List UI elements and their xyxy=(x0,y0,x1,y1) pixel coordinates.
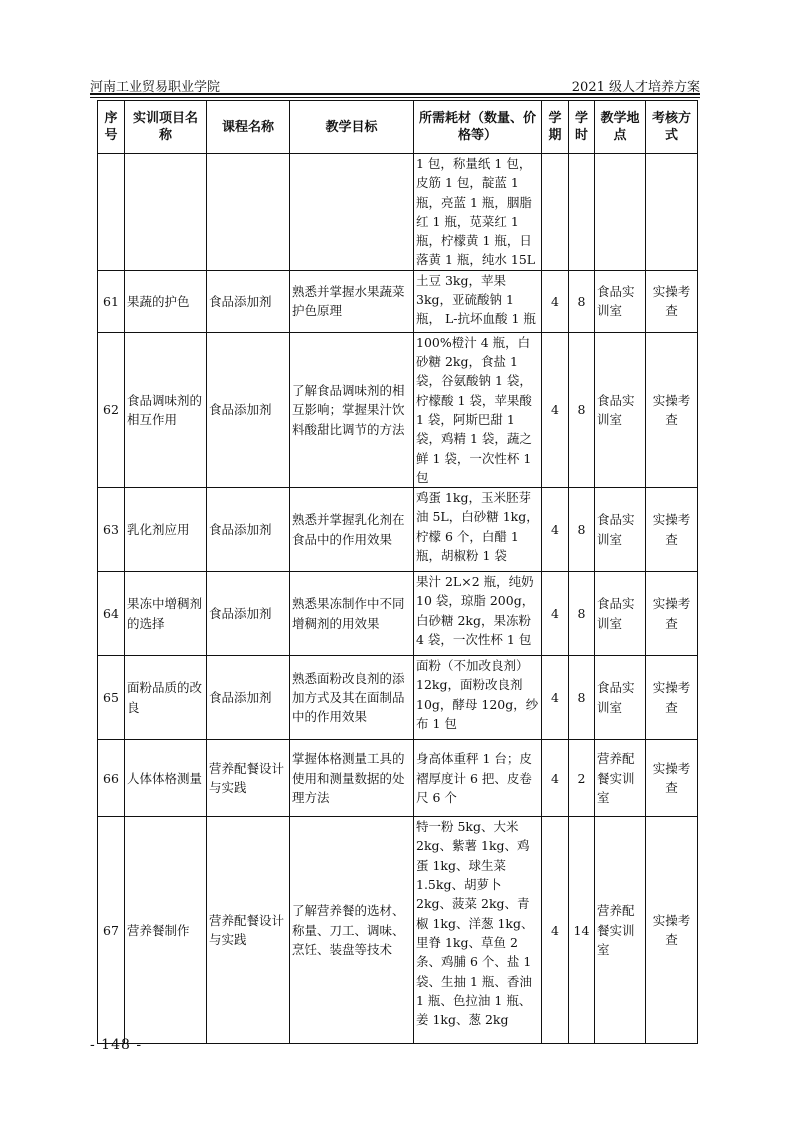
cell-project: 营养餐制作 xyxy=(125,817,207,1044)
cell-project xyxy=(125,154,207,271)
cell-materials: 鸡蛋 1kg，玉米胚芽油 5L，白砂糖 1kg，柠檬 6 个，白醋 1 瓶，胡椒粉 1 袋 xyxy=(414,488,542,572)
cell-assess: 实操考查 xyxy=(646,488,698,572)
cell-materials: 特一粉 5kg、大米 2kg、紫薯 1kg、鸡蛋 1kg、球生菜 1.5kg、胡萝卜 2kg、菠菜 2kg、青椒 1kg、洋葱 1kg、里脊 1kg、草鱼 2 条、鸡脯 6 个、盐 1 袋、生抽 1 瓶、香油 1 瓶、色拉油 1 瓶、姜 1kg、葱 2kg xyxy=(414,817,542,1044)
col-header-course: 课程名称 xyxy=(207,101,290,154)
cell-no: 62 xyxy=(98,332,125,487)
cell-hours: 8 xyxy=(569,656,595,740)
header-school-name: 河南工业贸易职业学院 xyxy=(90,80,221,95)
page-number: - 148 - xyxy=(90,1037,143,1053)
cell-term: 4 xyxy=(542,488,569,572)
table-row xyxy=(98,572,698,656)
cell-assess: 实操考查 xyxy=(646,817,698,1044)
cell-place xyxy=(595,154,646,271)
cell-place: 食品实训室 xyxy=(595,488,646,572)
cell-materials: 土豆 3kg，苹果 3kg，亚硫酸钠 1 瓶， L-抗坏血酸 1 瓶 xyxy=(414,270,542,332)
cell-materials: 果汁 2L×2 瓶，纯奶 10 袋，琼脂 200g，白砂糖 2kg，果冻粉 4 袋，一次性杯 1 包 xyxy=(414,572,542,656)
col-header-goal: 教学目标 xyxy=(290,101,414,154)
cell-assess: 实操考查 xyxy=(646,270,698,332)
col-header-project: 实训项目名称 xyxy=(125,101,207,154)
cell-assess: 实操考查 xyxy=(646,740,698,817)
cell-goal: 了解营养餐的选材、称量、刀工、调味、烹饪、装盘等技术 xyxy=(290,817,414,1044)
cell-hours: 8 xyxy=(569,488,595,572)
cell-hours: 8 xyxy=(569,332,595,487)
cell-assess: 实操考查 xyxy=(646,656,698,740)
cell-course: 营养配餐设计与实践 xyxy=(207,740,290,817)
cell-project: 面粉品质的改良 xyxy=(125,656,207,740)
table-header-row xyxy=(98,101,698,154)
cell-materials: 100%橙汁 4 瓶，白砂糖 2kg，食盐 1 袋，谷氨酸钠 1 袋，柠檬酸 1 袋，苹果酸 1 袋，阿斯巴甜 1 袋，鸡精 1 袋，蔬之鲜 1 袋，一次性杯 1 包 xyxy=(414,332,542,487)
cell-project: 果冻中增稠剂的选择 xyxy=(125,572,207,656)
cell-place: 食品实训室 xyxy=(595,270,646,332)
training-table xyxy=(97,100,698,1044)
table-row xyxy=(98,817,698,1044)
cell-course xyxy=(207,154,290,271)
cell-goal: 掌握体格测量工具的使用和测量数据的处理方法 xyxy=(290,740,414,817)
cell-no xyxy=(98,154,125,271)
cell-assess xyxy=(646,154,698,271)
cell-hours xyxy=(569,154,595,271)
cell-goal: 了解食品调味剂的相互影响；掌握果汁饮料酸甜比调节的方法 xyxy=(290,332,414,487)
cell-assess: 实操考查 xyxy=(646,332,698,487)
header-rule-thick xyxy=(90,93,700,95)
cell-place: 食品实训室 xyxy=(595,656,646,740)
cell-term: 4 xyxy=(542,817,569,1044)
cell-materials: 身高体重秤 1 台；皮褶厚度计 6 把、皮卷尺 6 个 xyxy=(414,740,542,817)
cell-term: 4 xyxy=(542,270,569,332)
cell-project: 人体体格测量 xyxy=(125,740,207,817)
cell-no: 63 xyxy=(98,488,125,572)
cell-place: 营养配餐实训室 xyxy=(595,817,646,1044)
cell-no: 65 xyxy=(98,656,125,740)
cell-hours: 8 xyxy=(569,572,595,656)
cell-materials: 面粉（不加改良剂）12kg，面粉改良剂 10g，酵母 120g，纱布 1 包 xyxy=(414,656,542,740)
cell-place: 食品实训室 xyxy=(595,332,646,487)
cell-goal: 熟悉面粉改良剂的添加方式及其在面制品中的作用效果 xyxy=(290,656,414,740)
cell-course: 食品添加剂 xyxy=(207,656,290,740)
col-header-place: 教学地点 xyxy=(595,101,646,154)
cell-place: 营养配餐实训室 xyxy=(595,740,646,817)
col-header-no: 序号 xyxy=(98,101,125,154)
cell-term xyxy=(542,154,569,271)
header-doc-title: 2021 级人才培养方案 xyxy=(571,80,700,95)
cell-project: 果蔬的护色 xyxy=(125,270,207,332)
cell-hours: 8 xyxy=(569,270,595,332)
cell-project: 食品调味剂的相互作用 xyxy=(125,332,207,487)
cell-no: 61 xyxy=(98,270,125,332)
cell-course: 食品添加剂 xyxy=(207,488,290,572)
cell-hours: 2 xyxy=(569,740,595,817)
cell-project: 乳化剂应用 xyxy=(125,488,207,572)
cell-course: 食品添加剂 xyxy=(207,332,290,487)
cell-course: 食品添加剂 xyxy=(207,572,290,656)
col-header-materials: 所需耗材（数量、价格等） xyxy=(414,101,542,154)
cell-hours: 14 xyxy=(569,817,595,1044)
cell-goal: 熟悉并掌握水果蔬菜护色原理 xyxy=(290,270,414,332)
cell-term: 4 xyxy=(542,332,569,487)
cell-goal: 熟悉并掌握乳化剂在食品中的作用效果 xyxy=(290,488,414,572)
col-header-assess: 考核方式 xyxy=(646,101,698,154)
cell-course: 营养配餐设计与实践 xyxy=(207,817,290,1044)
cell-assess: 实操考查 xyxy=(646,572,698,656)
table-row xyxy=(98,488,698,572)
header-rule-thin xyxy=(90,97,700,98)
table-row xyxy=(98,740,698,817)
cell-no: 64 xyxy=(98,572,125,656)
col-header-term: 学期 xyxy=(542,101,569,154)
cell-place: 食品实训室 xyxy=(595,572,646,656)
cell-goal: 熟悉果冻制作中不同增稠剂的用效果 xyxy=(290,572,414,656)
cell-materials: 1 包，称量纸 1 包，皮筋 1 包，靛蓝 1 瓶，亮蓝 1 瓶，胭脂红 1 瓶，苋菜红 1 瓶，柠檬黄 1 瓶，日落黄 1 瓶，纯水 15L xyxy=(414,154,542,271)
cell-goal xyxy=(290,154,414,271)
cell-term: 4 xyxy=(542,740,569,817)
table-row xyxy=(98,656,698,740)
table-row xyxy=(98,270,698,332)
cell-no: 67 xyxy=(98,817,125,1044)
cell-term: 4 xyxy=(542,656,569,740)
cell-no: 66 xyxy=(98,740,125,817)
col-header-hours: 学时 xyxy=(569,101,595,154)
table-row xyxy=(98,332,698,487)
cell-course: 食品添加剂 xyxy=(207,270,290,332)
cell-term: 4 xyxy=(542,572,569,656)
table-row xyxy=(98,154,698,271)
